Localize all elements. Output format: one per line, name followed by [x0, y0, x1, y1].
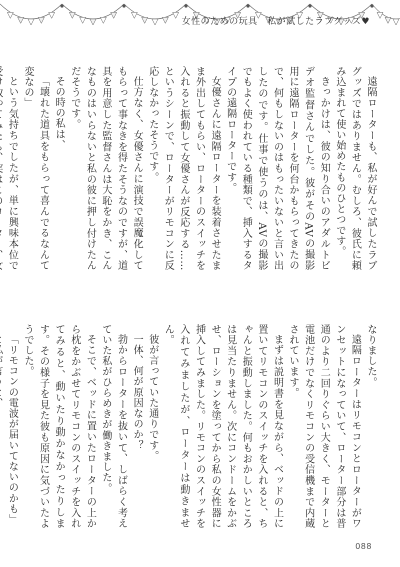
pennant-flag [100, 17, 106, 23]
pennant-flag [377, 12, 383, 18]
paragraph: 「リモコンの電波が届いてないのかも」 [6, 334, 18, 525]
garland-string [372, 4, 400, 19]
pennant-flag [49, 12, 55, 18]
paragraph: まずは説明書を見ながら、ベッドの上に置いてリモコンのスイッチを入れると、ちゃんと振動しました。何もおかしいところは見当たりません。次にコンドームをかぶせ、ローションを塗ってから私の女性器に挿入してみました。リモコンのスイッチを入れてみましたが、ローターは動きません。 [162, 324, 283, 529]
paragraph: という気持ちでしたが、単に興味本位で [6, 76, 18, 271]
pennant-flag [18, 17, 24, 23]
paragraph: 仕方なく、女優さんに演技で誤魔化してもらって事なきを得たそうなのですが、道具を用意した監督さんは大恥をかき、こんなものはいらないと私の彼に押し付けたんだそうです。 [68, 66, 143, 271]
paragraph: なりました。 [365, 324, 376, 388]
paragraph: 彼が言っていた通りです。 [146, 334, 158, 462]
pennant-flag [131, 12, 137, 18]
pennant-flag [385, 17, 391, 23]
pennant-flag [69, 12, 75, 18]
pennant-flag [7, 12, 13, 18]
paragraph: 遠隔ローターはリモコンとローターがワンセットになっていて、ローター部分は普通のより二回りぐらい大きく、モーターと電池だけでなくリモコンの受信機まで内蔵されています。 [287, 324, 361, 529]
paragraph: 遠隔ローターも、私が好んで試したラブグッズではありません。むしろ、彼氏に頼み込まれて使い始めたものひとつです。 [333, 66, 376, 271]
paragraph: 女優さんに遠隔ローターを装着させたまま外出してもらい、ローターのスイッチを入れると振動して女優さんが反応する……というシーンで、ローターがリモコンに反応しなかったそうです。 [146, 66, 221, 271]
pennant-flag [28, 19, 34, 25]
page-header [0, 0, 400, 60]
lower-text-column [6, 324, 378, 529]
paragraph: 「壊れた道具をもらって喜んでるなんて変なの」 [21, 66, 49, 271]
running-header-title: 女性のための玩具 私が試したラブグッズ♥ [181, 17, 370, 27]
pennant-flag [80, 17, 86, 23]
pennant-flag [152, 19, 158, 25]
garland-knot [370, 4, 373, 7]
pennant-flag [173, 12, 179, 18]
upper-text-column [6, 66, 378, 271]
pennant-flag [111, 12, 117, 18]
pennant-flag [162, 17, 168, 23]
paragraph: 一体、何が原因なのか？ [131, 334, 143, 451]
paragraph: 勃からローターを抜いて、しばらく考えていた私がひらめきが働きました。 [99, 324, 127, 529]
body-text [6, 66, 378, 536]
pennant-flag [142, 17, 148, 23]
paragraph: きっかけは、彼の知り合いのアダルトビデオ監督さんでした。彼がそのAVの撮影用に遠隔ローターを何台かもらってきたので、何もしないのはもったいないと言い出したのです。仕事で使うのは、AVの撮影でもよく使われている種類で、挿入するタイプの遠隔ローターです。 [224, 66, 330, 271]
pennant-flag [393, 19, 399, 25]
bunting-garland-decoration [0, 0, 400, 60]
page-number: 088 [355, 542, 372, 551]
pennant-flag [90, 19, 96, 25]
paragraph: その時の私は、 [53, 76, 65, 151]
pennant-flag [38, 17, 44, 23]
paragraph: そこで、ベッドに置いたローターの上から枕をかぶせてリモコンのスイッチを入れてみると、動いたり動かなかったりします。その様子を見た彼も原因に気づいたようでした。 [21, 324, 96, 529]
